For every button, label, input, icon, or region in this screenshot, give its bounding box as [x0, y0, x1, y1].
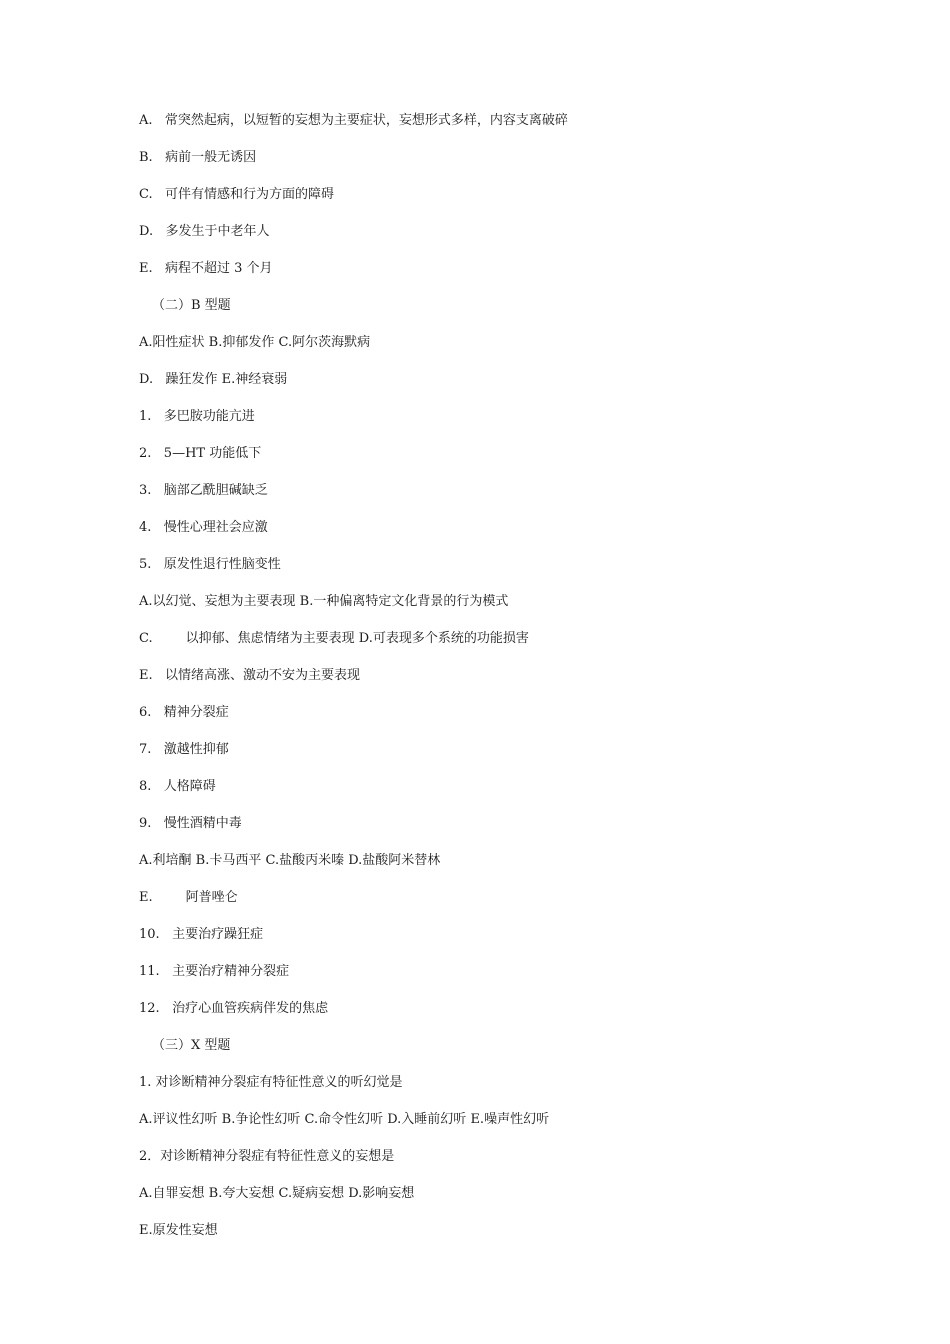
question-line: 5. 原发性退行性脑变性 — [139, 557, 281, 572]
question-line: 3. 脑部乙酰胆碱缺乏 — [139, 483, 268, 498]
question-line: 1. 对诊断精神分裂症有特征性意义的听幻觉是 — [139, 1075, 403, 1090]
option-line: D. 躁狂发作 E.神经衰弱 — [139, 372, 288, 387]
question-line: 12. 治疗心血管疾病伴发的焦虑 — [139, 1001, 329, 1016]
option-line: E.原发性妄想 — [139, 1223, 218, 1238]
option-line: A.自罪妄想 B.夸大妄想 C.疑病妄想 D.影响妄想 — [139, 1186, 415, 1201]
option-line: E. 阿普唑仑 — [139, 890, 238, 905]
question-line: 4. 慢性心理社会应激 — [139, 520, 268, 535]
option-line: E. 病程不超过 3 个月 — [139, 261, 273, 276]
option-line: B. 病前一般无诱因 — [139, 150, 257, 165]
question-line: 2. 5—HT 功能低下 — [139, 446, 262, 461]
question-line: 8. 人格障碍 — [139, 779, 216, 794]
question-line: 1. 多巴胺功能亢进 — [139, 409, 255, 424]
question-line: 10. 主要治疗躁狂症 — [139, 927, 264, 942]
option-line: D. 多发生于中老年人 — [139, 224, 270, 239]
section-heading: （三）X 型题 — [152, 1038, 231, 1053]
option-line: C. 可伴有情感和行为方面的障碍 — [139, 187, 335, 202]
option-line: A.利培酮 B.卡马西平 C.盐酸丙米嗪 D.盐酸阿米替林 — [139, 853, 441, 868]
question-line: 9. 慢性酒精中毒 — [139, 816, 242, 831]
option-line: E. 以情绪高涨、激动不安为主要表现 — [139, 668, 361, 683]
question-line: 11. 主要治疗精神分裂症 — [139, 964, 290, 979]
question-line: 2．对诊断精神分裂症有特征性意义的妄想是 — [139, 1149, 395, 1164]
question-line: 6. 精神分裂症 — [139, 705, 229, 720]
option-line: A.以幻觉、妄想为主要表现 B.一种偏离特定文化背景的行为模式 — [139, 594, 509, 609]
option-line: A.阳性症状 B.抑郁发作 C.阿尔茨海默病 — [139, 335, 371, 350]
option-line: A.评议性幻听 B.争论性幻听 C.命令性幻听 D.入睡前幻听 E.噪声性幻听 — [139, 1112, 550, 1127]
option-line: A. 常突然起病，以短暂的妄想为主要症状，妄想形式多样，内容支离破碎 — [139, 113, 568, 128]
section-heading: （二）B 型题 — [152, 298, 231, 313]
question-line: 7. 激越性抑郁 — [139, 742, 229, 757]
option-line: C. 以抑郁、焦虑情绪为主要表现 D.可表现多个系统的功能损害 — [139, 631, 529, 646]
